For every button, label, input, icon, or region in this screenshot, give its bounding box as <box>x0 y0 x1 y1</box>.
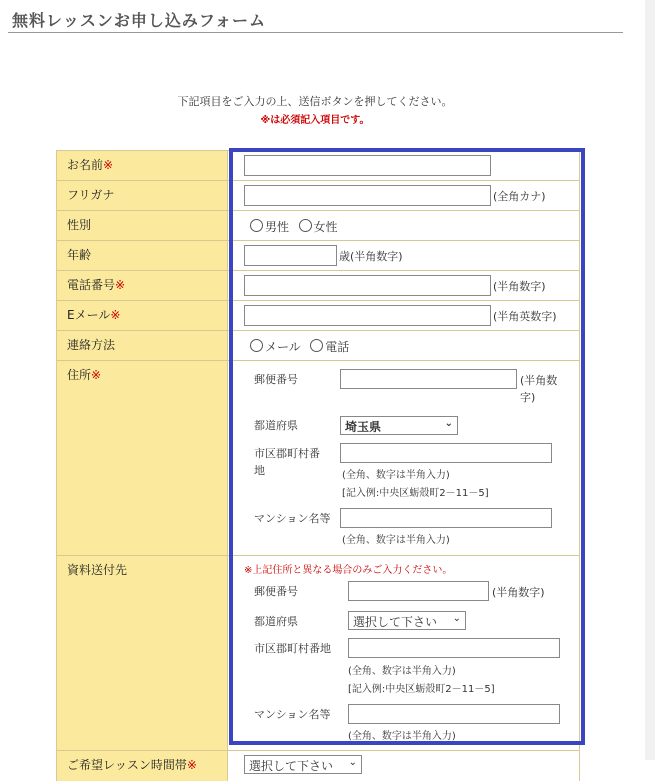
gender-female-radio[interactable] <box>299 219 312 232</box>
label-contact: 連絡方法 <box>57 331 228 360</box>
row-gender <box>57 210 579 240</box>
address-city-input[interactable] <box>340 443 552 463</box>
chevron-down-icon: ⌄ <box>348 757 357 768</box>
address-city-label-2: 地 <box>254 464 265 477</box>
phone-input[interactable] <box>244 275 491 296</box>
application-form <box>56 150 580 781</box>
chevron-down-icon: ⌄ <box>452 613 461 624</box>
required-note: ※は必須記入項目です。 <box>260 115 370 126</box>
mailing-city-example: [記入例:中央区蛎殻町2－11－5] <box>348 684 495 695</box>
row-lesson-time <box>57 750 579 781</box>
page-title: 無料レッスンお申し込みフォーム <box>12 11 267 30</box>
required-mark: ※ <box>91 368 102 382</box>
required-mark: ※ <box>110 308 121 322</box>
row-name <box>57 150 579 180</box>
label-gender: 性別 <box>57 211 228 240</box>
address-city-note: (全角、数字は半角入力) <box>342 470 450 481</box>
row-contact <box>57 330 579 360</box>
gender-male-label: 男性 <box>265 220 290 234</box>
address-postal-hint-2: 字) <box>520 391 536 404</box>
address-pref-select[interactable] <box>340 416 458 435</box>
label-furigana: フリガナ <box>57 181 228 210</box>
phone-hint: (半角数字) <box>493 279 546 293</box>
chevron-down-icon: ⌄ <box>444 418 453 429</box>
gender-female-label: 女性 <box>313 220 338 234</box>
contact-phone-radio[interactable] <box>310 339 323 352</box>
address-pref-value: 埼玉県 <box>345 420 382 434</box>
row-age <box>57 240 579 270</box>
contact-email-label: メール <box>265 340 301 354</box>
row-address <box>57 360 579 555</box>
furigana-hint: (全角カナ) <box>493 189 546 203</box>
mailing-mansion-note: (全角、数字は半角入力) <box>348 731 456 742</box>
mailing-pref-value: 選択して下さい <box>353 615 438 629</box>
mailing-city-label: 市区郡町村番地 <box>254 642 331 655</box>
required-mark: ※ <box>115 278 126 292</box>
age-input[interactable] <box>244 245 337 266</box>
label-email: Eメール※ <box>57 301 228 330</box>
mailing-postal-input[interactable] <box>348 581 489 601</box>
label-phone: 電話番号※ <box>57 271 228 300</box>
mailing-city-note: (全角、数字は半角入力) <box>348 666 456 677</box>
email-input[interactable] <box>244 305 491 326</box>
address-postal-label: 郵便番号 <box>254 373 298 386</box>
label-lesson-time: ご希望レッスン時間帯※ <box>57 751 228 781</box>
required-mark: ※ <box>103 158 114 172</box>
label-mailing: 資料送付先 <box>57 556 228 750</box>
intro-text: 下記項目をご入力の上、送信ボタンを押してください。 <box>177 95 453 108</box>
row-phone <box>57 270 579 300</box>
mailing-city-input[interactable] <box>348 638 560 658</box>
mailing-pref-select[interactable] <box>348 611 466 630</box>
lesson-time-value: 選択して下さい <box>249 759 334 773</box>
contact-email-radio[interactable] <box>250 339 263 352</box>
furigana-input[interactable] <box>244 185 491 206</box>
row-furigana <box>57 180 579 210</box>
label-age: 年齢 <box>57 241 228 270</box>
mailing-postal-label: 郵便番号 <box>254 585 298 598</box>
email-hint: (半角英数字) <box>493 309 557 323</box>
contact-phone-label: 電話 <box>325 340 350 354</box>
mailing-mansion-input[interactable] <box>348 704 560 724</box>
row-email <box>57 300 579 330</box>
gender-male-radio[interactable] <box>250 219 263 232</box>
lesson-time-select[interactable] <box>244 755 362 774</box>
address-postal-hint-1: (半角数 <box>520 374 558 387</box>
address-mansion-note: (全角、数字は半角入力) <box>342 535 450 546</box>
name-input[interactable] <box>244 155 491 176</box>
row-mailing <box>57 555 579 750</box>
address-city-example: [記入例:中央区蛎殻町2－11－5] <box>342 488 489 499</box>
address-city-label-1: 市区郡町村番 <box>254 447 320 460</box>
mailing-mansion-label: マンション名等 <box>254 708 331 721</box>
label-address: 住所※ <box>57 361 228 555</box>
vertical-scrollbar[interactable] <box>645 0 655 760</box>
address-pref-label: 都道府県 <box>254 419 298 432</box>
label-name: お名前※ <box>57 151 228 180</box>
mailing-postal-hint: (半角数字) <box>492 586 545 599</box>
required-mark: ※ <box>186 758 197 772</box>
mailing-pref-label: 都道府県 <box>254 615 298 628</box>
age-hint: 歳(半角数字) <box>339 249 403 263</box>
address-mansion-label: マンション名等 <box>254 512 331 525</box>
title-divider <box>8 32 623 33</box>
address-mansion-input[interactable] <box>340 508 552 528</box>
mailing-note: ※上記住所と異なる場合のみご入力ください。 <box>244 565 453 576</box>
address-postal-input[interactable] <box>340 369 517 389</box>
